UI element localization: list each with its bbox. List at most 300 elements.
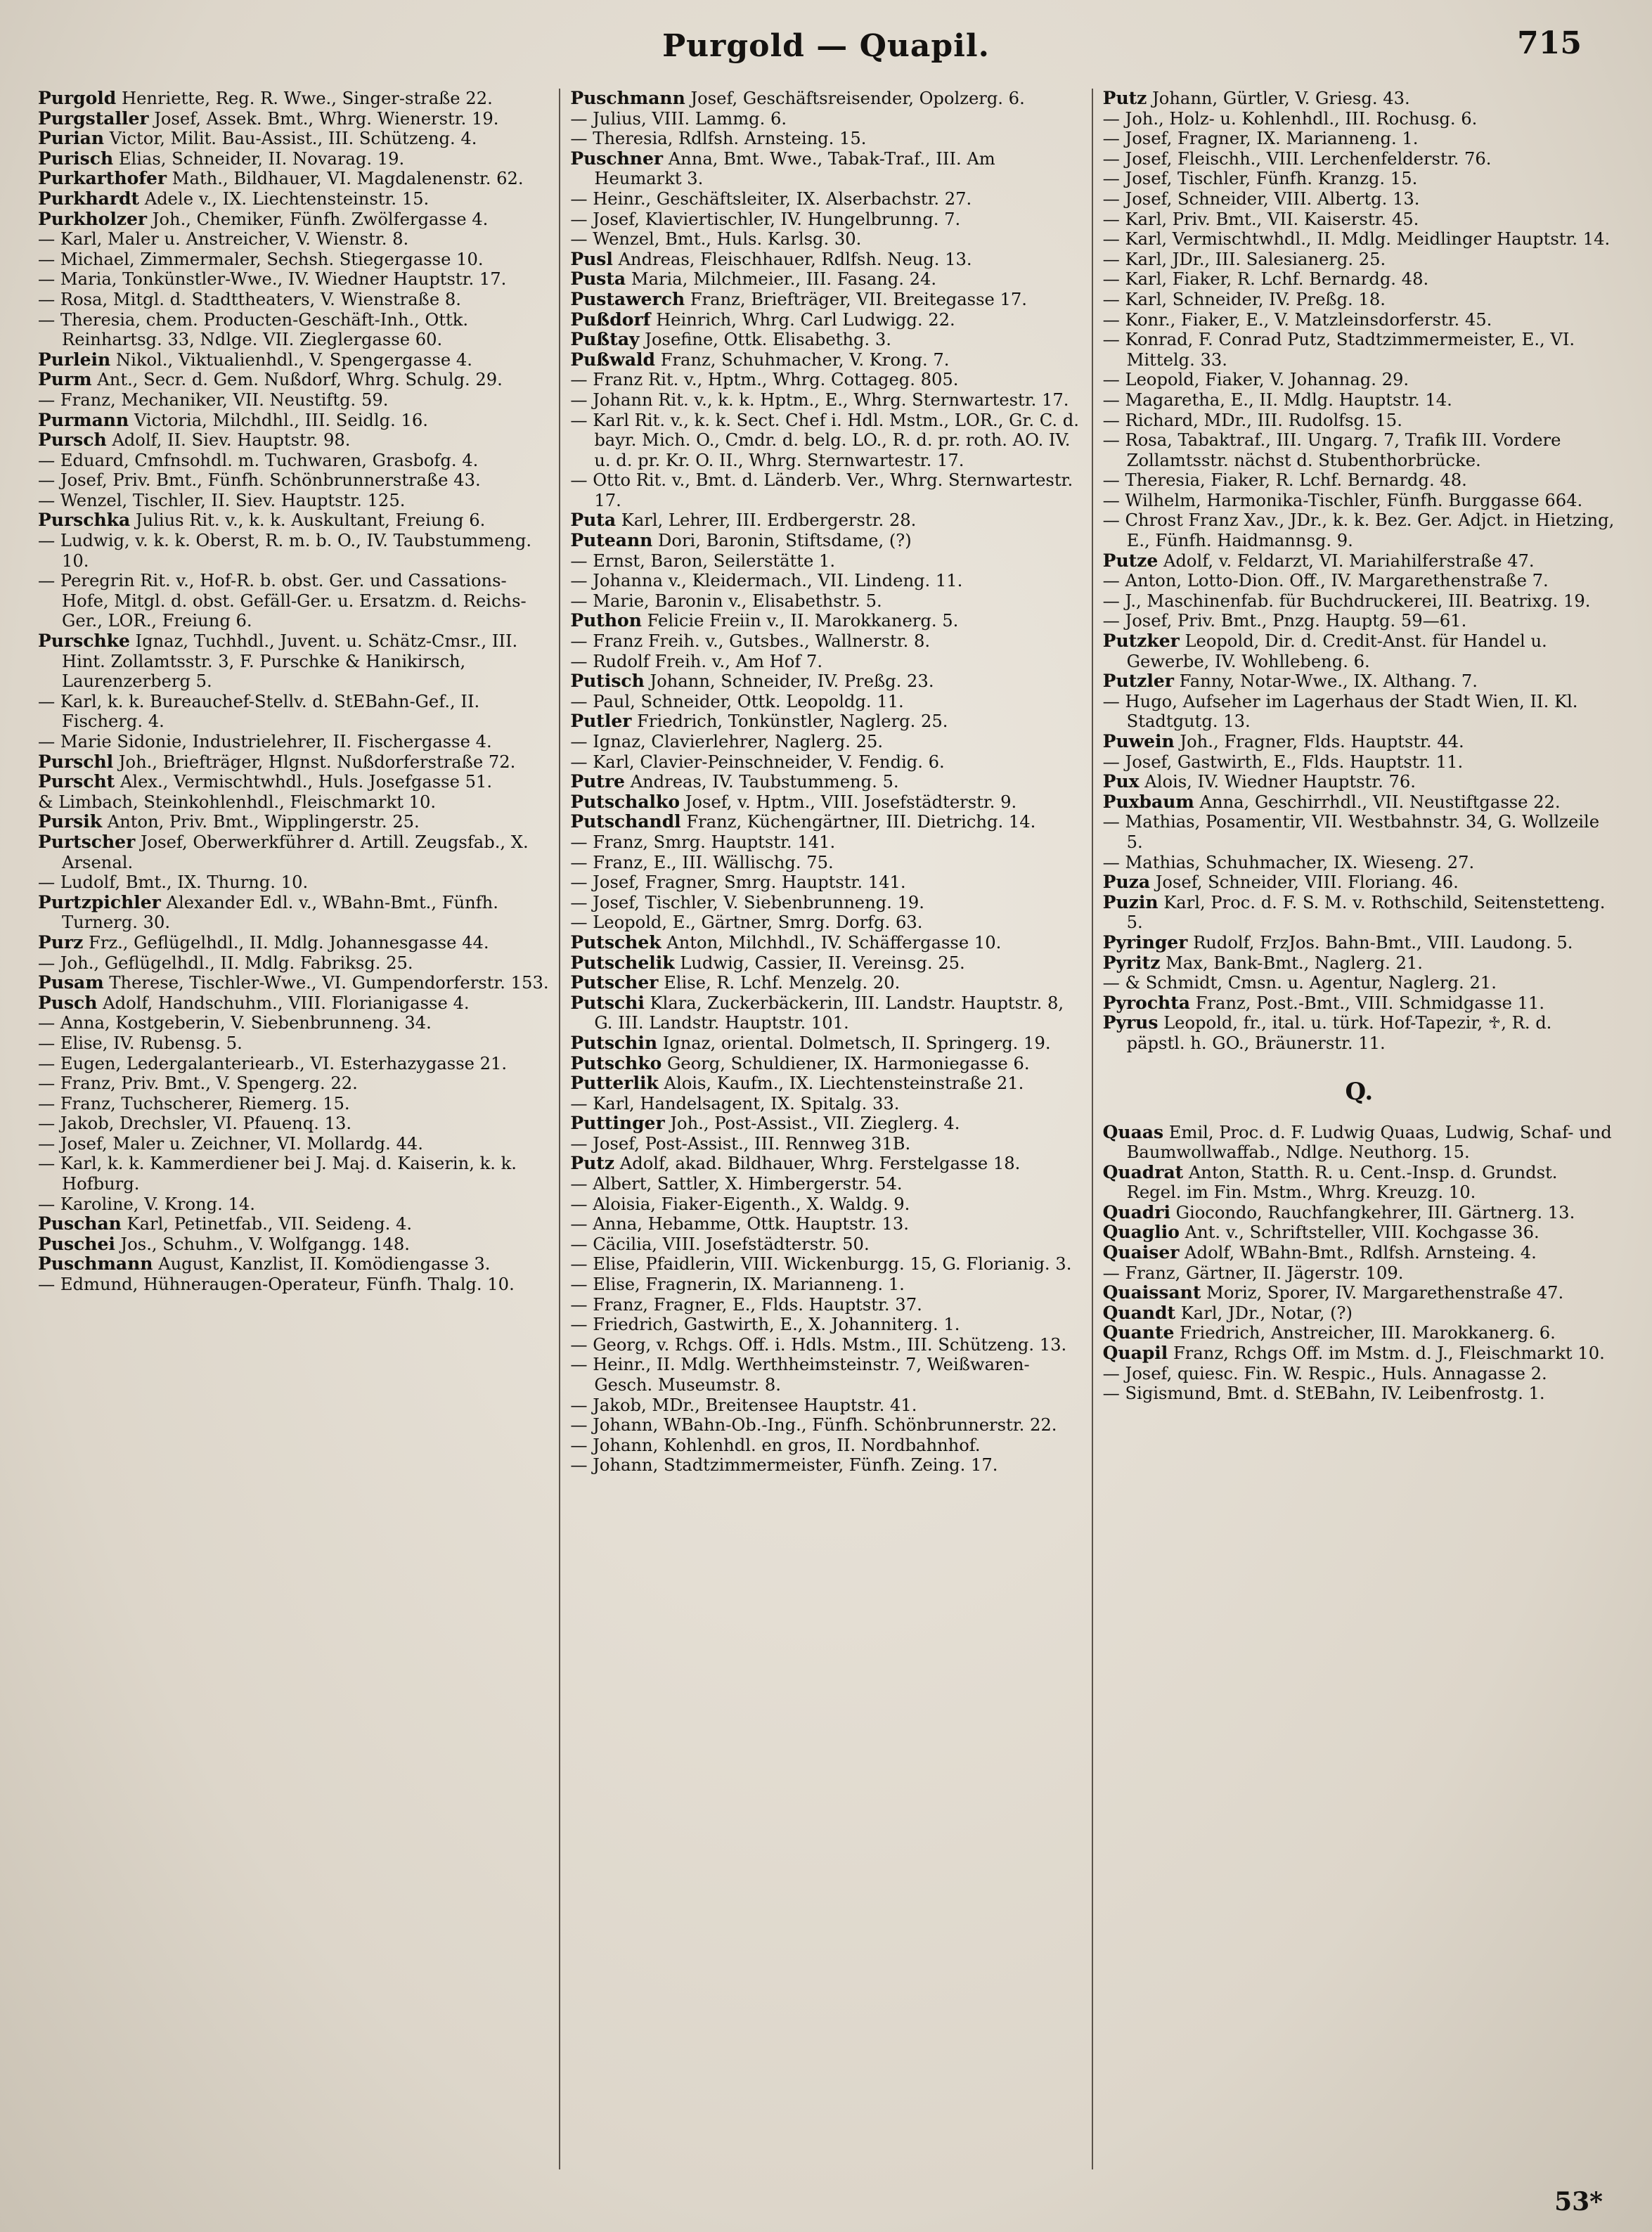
entry-details: — Joh., Geflügelhdl., II. Mdlg. Fabriksg. 25. [38,953,413,973]
entry-surname: Quapil [1102,1343,1168,1364]
directory-entry [38,1214,550,1234]
directory-entry [1103,1343,1615,1364]
entry-details: — Karl, k. k. Kammerdiener bei J. Maj. d. Kaiserin, k. k. Hofburg. [38,1154,517,1194]
entry-details: Ignaz, oriental. Dolmetsch, II. Springerg. 19. [657,1033,1051,1053]
entry-details: — Wenzel, Bmt., Huls. Karlsg. 30. [570,229,862,250]
directory-entry [1103,330,1615,370]
directory-entry [38,310,550,350]
directory-entry [570,350,1083,370]
entry-details: — Ernst, Baron, Seilerstätte 1. [570,550,836,571]
directory-entry [1103,169,1615,189]
entry-details: — Jakob, Drechsler, VI. Pfauenq. 13. [38,1114,352,1134]
directory-entry [1103,411,1615,431]
entry-details: Alex., Vermischtwhdl., Huls. Josefgasse 51. [115,772,493,792]
entry-details: — Wilhelm, Harmonika-Tischler, Fünfh. Burggasse 664. [1102,490,1583,510]
entry-surname: Purz [38,931,84,953]
directory-entry [38,571,550,631]
directory-entry [570,1436,1083,1456]
entry-details: — Josef, Schneider, VIII. Albertg. 13. [1102,188,1420,209]
entry-details: — Joh., Holz- u. Kohlenhdl., III. Rochusg. 6. [1102,108,1478,129]
directory-entry [570,411,1083,471]
entry-details: — Karoline, V. Krong. 14. [38,1194,255,1214]
directory-entry [570,310,1083,330]
directory-entry [570,1033,1083,1054]
entry-details: Franz, Küchengärtner, III. Dietrichg. 14. [680,812,1036,832]
page-number: 715 [1517,25,1582,61]
entry-details: — Albert, Sattler, X. Himbergerstr. 54. [570,1174,903,1194]
directory-entry [570,1275,1083,1295]
entry-surname: Pußdorf [570,309,651,330]
directory-entry [570,1154,1083,1174]
directory-entry [570,89,1083,109]
entry-surname: Purscht [38,771,115,792]
entry-details: Maria, Milchmeier., III. Fasang. 24. [626,269,937,290]
entry-surname: Pußtay [570,329,640,350]
entry-details: Josefine, Ottk. Elisabethg. 3. [639,330,891,350]
entry-details: Moriz, Sporer, IV. Margarethenstraße 47. [1201,1283,1564,1303]
entry-details: — Theresia, Fiaker, R. Lchf. Bernardg. 48. [1102,470,1467,491]
entry-surname: Putz [1102,89,1147,108]
entry-details: — Karl, Fiaker, R. Lchf. Bernardg. 48. [1102,269,1429,290]
columns [28,89,1624,2169]
entry-details: Felicie Freiin v., II. Marokkanerg. 5. [641,611,959,631]
directory-entry [570,1073,1083,1094]
directory-entry [38,491,550,511]
directory-entry [1103,792,1615,813]
entry-surname: Pyrochta [1102,992,1190,1013]
entry-details: Math., Bildhauer, VI. Magdalenenstr. 62. [167,169,524,189]
entry-details: — Rudolf Freih. v., Am Hof 7. [570,651,823,671]
entry-details: Rudolf, FrzJos. Bahn-Bmt., VIII. Laudong. 5. [1187,932,1573,953]
directory-entry [38,470,550,491]
directory-entry [38,1073,550,1094]
directory-entry [570,1455,1083,1476]
entry-surname: Puschei [38,1233,115,1254]
entry-details: Heinrich, Whrg. Carl Ludwigg. 22. [650,309,955,330]
entry-details: — Karl, Handelsagent, IX. Spitalg. 33. [570,1093,900,1114]
directory-entry [1103,269,1615,290]
entry-details: — Konr., Fiaker, E., V. Matzleinsdorferstr. 45. [1102,309,1492,330]
entry-details: — Konrad, F. Conrad Putz, Stadtzimmermeister, E., VI. Mittelg. 33. [1102,330,1575,370]
entry-details: — Josef, Priv. Bmt., Fünfh. Schönbrunnerstraße 43. [38,470,481,491]
directory-entry [1103,1163,1615,1203]
directory-entry [570,752,1083,773]
directory-entry [570,611,1083,631]
entry-details: — Karl, Priv. Bmt., VII. Kaiserstr. 45. [1102,209,1419,229]
section-letter: Q. [1345,1077,1374,1106]
entry-surname: Putterlik [570,1073,659,1094]
directory-entry [1103,1013,1615,1053]
entry-surname: Puschmann [38,1253,153,1275]
directory-entry [1103,1383,1615,1404]
entry-details: — Friedrich, Gastwirth, E., X. Johanniterg. 1. [570,1315,960,1335]
directory-entry [570,1315,1083,1335]
directory-entry [38,269,550,290]
entry-surname: Purisch [38,148,114,169]
entry-details: Leopold, fr., ital. u. türk. Hof-Tapezir, ♱, R. d. päpstl. h. GO., Bräunerstr. 11. [1126,1013,1552,1053]
entry-surname: Puxbaum [1102,791,1194,812]
entry-surname: Putze [1102,550,1159,571]
entry-details: — Johann, Kohlenhdl. en gros, II. Nordbahnhof. [570,1435,981,1455]
entry-surname: Putschek [570,931,662,953]
directory-entry [38,1094,550,1114]
entry-surname: Putzler [1102,671,1174,692]
directory-entry [1103,510,1615,550]
entry-surname: Purschke [38,631,130,652]
entry-details: Nikol., Viktualienhdl., V. Spengergasse 4. [110,349,472,370]
entry-details: — Franz, Gärtner, II. Jägerstr. 109. [1102,1263,1404,1283]
entry-details: Karl, Lehrer, III. Erdbergerstr. 28. [616,510,917,531]
entry-details: Josef, Geschäftsreisender, Opolzerg. 6. [685,89,1025,108]
entry-details: — Mathias, Schuhmacher, IX. Wieseng. 27. [1102,852,1475,872]
directory-entry [570,1234,1083,1255]
directory-entry [570,993,1083,1033]
directory-entry [570,1355,1083,1395]
entry-surname: Pyrus [1102,1012,1159,1033]
entry-surname: Pyritz [1102,952,1161,973]
entry-details: — Richard, MDr., III. Rudolfsg. 15. [1102,410,1402,430]
directory-entry [570,631,1083,652]
directory-entry [38,189,550,209]
entry-details: — Elise, Fragnerin, IX. Marianneng. 1. [570,1275,905,1295]
directory-entry [38,1134,550,1154]
directory-entry [570,591,1083,612]
directory-entry [1103,1263,1615,1284]
directory-entry [38,510,550,531]
entry-details: — Josef, Tischler, V. Siebenbrunneng. 19. [570,892,924,912]
entry-details: — Franz, E., III. Wällischg. 75. [570,852,834,872]
entry-details: — Rosa, Tabaktraf., III. Ungarg. 7, Trafik III. Vordere Zollamtsstr. nächst d. Stubenthorbrücke. [1102,430,1561,470]
directory-entry [570,269,1083,290]
directory-entry [570,149,1083,189]
directory-entry [1103,491,1615,511]
entry-details: — Jakob, MDr., Breitensee Hauptstr. 41. [570,1395,917,1415]
entry-details: Anton, Priv. Bmt., Wipplingerstr. 25. [102,812,420,832]
directory-entry [38,732,550,752]
directory-entry [570,531,1083,551]
entry-details: — Karl, Maler u. Anstreicher, V. Wienstr. 8. [38,229,409,250]
directory-entry [570,973,1083,993]
signature-mark: 53* [1554,2187,1603,2217]
entry-details: Franz, Post.-Bmt., VIII. Schmidgasse 11. [1189,993,1545,1013]
directory-entry [570,1254,1083,1275]
entry-details: August, Kanzlist, II. Komödiengasse 3. [153,1254,491,1275]
entry-details: — Mathias, Posamentir, VII. Westbahnstr. 34, G. Wollzeile 5. [1102,812,1600,852]
directory-entry [1103,149,1615,169]
entry-details: — Josef, Fleischh., VIII. Lerchenfelderstr. 76. [1102,148,1492,169]
directory-entry [570,571,1083,591]
entry-details: — Paul, Schneider, Ottk. Leopoldg. 11. [570,691,904,711]
entry-details: — Marie Sidonie, Industrielehrer, II. Fischergasse 4. [38,732,492,751]
directory-entry [1103,853,1615,873]
entry-details: Anton, Milchhdl., IV. Schäffergasse 10. [661,932,1002,953]
directory-entry [38,250,550,270]
directory-entry [570,250,1083,270]
entry-details: Frz., Geflügelhdl., II. Mdlg. Johannesgasse 44. [83,932,489,953]
directory-entry [1103,250,1615,270]
entry-details: — Josef, Fragner, IX. Marianneng. 1. [1102,129,1419,149]
entry-details: Josef, v. Hptm., VIII. Josefstädterstr. 9. [680,792,1017,812]
entry-details: — Maria, Tonkünstler-Wwe., IV. Wiedner Hauptstr. 17. [38,269,507,290]
directory-entry [570,470,1083,510]
entry-surname: Puttinger [570,1113,665,1134]
entry-details: — Franz Rit. v., Hptm., Whrg. Cottageg. 805. [570,370,959,390]
entry-details: Anna, Geschirrhdl., VII. Neustiftgasse 22. [1194,792,1561,812]
entry-details: — Anna, Kostgeberin, V. Siebenbrunneng. 34. [38,1013,432,1033]
entry-details: — Franz, Mechaniker, VII. Neustiftg. 59. [38,389,389,410]
entry-surname: Purkarthofer [38,168,167,189]
entry-surname: Pustawerch [570,288,685,309]
entry-details: — Sigismund, Bmt. d. StEBahn, IV. Leibenfrostg. 1. [1102,1383,1545,1404]
directory-entry [1103,671,1615,692]
entry-details: Joh., Fragner, Flds. Hauptstr. 44. [1174,732,1464,751]
entry-surname: Purm [38,369,92,390]
entry-details: — Eugen, Ledergalanteriearb., VI. Esterhazygasse 21. [38,1053,508,1073]
entry-details: Adolf, WBahn-Bmt., Rdlfsh. Arnsteing. 4. [1179,1243,1537,1263]
directory-entry [570,912,1083,933]
entry-details: — Josef, Post-Assist., III. Rennweg 31B. [570,1133,911,1154]
entry-details: Joh., Briefträger, Hlgnst. Nußdorferstraße 72. [113,751,516,772]
entry-details: Ant. v., Schriftsteller, VIII. Kochgasse 36. [1179,1223,1540,1243]
directory-entry [38,149,550,169]
entry-details: — Franz, Tuchscherer, Riemerg. 15. [38,1093,350,1114]
entry-details: Dori, Baronin, Stiftsdame, (?) [652,531,912,551]
entry-details: Anton, Statth. R. u. Cent.-Insp. d. Grundst. Regel. im Fin. Mstm., Whrg. Kreuzg. 10. [1126,1162,1558,1203]
entry-surname: Pursik [38,811,103,832]
entry-details: Therese, Tischler-Wwe., VI. Gumpendorferstr. 153. [103,973,549,993]
directory-entry [1103,1123,1615,1163]
entry-surname: Puzin [1102,891,1159,912]
directory-entry [1103,390,1615,411]
entry-details: — Franz Freih. v., Gutsbes., Wallnerstr. 8. [570,631,931,652]
entry-details: — Theresia, Rdlfsh. Arnsteing. 15. [570,129,867,149]
entry-details: Adele v., IX. Liechtensteinstr. 15. [139,188,430,209]
directory-entry [38,772,550,792]
directory-entry [1103,752,1615,773]
entry-details: Max, Bank-Bmt., Naglerg. 21. [1160,953,1423,973]
entry-details: Karl, JDr., Notar, (?) [1175,1303,1353,1323]
directory-entry [38,430,550,451]
directory-entry [38,993,550,1014]
entry-details: Andreas, Fleischhauer, Rdlfsh. Neug. 13. [612,249,972,269]
directory-entry [1103,1223,1615,1243]
entry-details: — Karl, JDr., III. Salesianerg. 25. [1102,249,1386,269]
directory-entry [570,711,1083,732]
directory-entry [1103,692,1615,732]
directory-entry [38,89,550,109]
directory-entry [38,973,550,993]
directory-entry [38,1033,550,1054]
directory-entry [1103,611,1615,631]
directory-entry [38,109,550,129]
entry-details: — Josef, Fragner, Smrg. Hauptstr. 141. [570,872,906,893]
entry-details: — Franz, Fragner, E., Flds. Hauptstr. 37. [570,1294,922,1315]
entry-details: — Peregrin Rit. v., Hof-R. b. obst. Ger. und Cassations-Hofe, Mitgl. d. obst. Gefäll-Ger. u. Ersatzm. d. Reichs-Ger., LOR., Freiung 6. [38,571,527,631]
entry-details: Alexander Edl. v., WBahn-Bmt., Fünfh. Turnerg. 30. [62,892,498,933]
directory-entry [570,933,1083,953]
entry-details: — Josef, Klaviertischler, IV. Hungelbrunng. 7. [570,209,961,229]
entry-details: — Eduard, Cmfnsohdl. m. Tuchwaren, Grasbofg. 4. [38,450,479,470]
directory-entry [570,209,1083,230]
entry-details: Johann, Schneider, IV. Preßg. 23. [644,671,934,692]
entry-details: Josef, Oberwerkführer d. Artill. Zeugsfab., X. Arsenal. [62,832,529,872]
entry-surname: Putz [570,1153,615,1174]
entry-details: — Josef, Gastwirth, E., Flds. Hauptstr. 11. [1102,751,1464,772]
column-1 [28,89,559,2169]
directory-entry [38,933,550,953]
entry-details: — Chrost Franz Xav., JDr., k. k. Bez. Ger. Adjct. in Hietzing, E., Fünfh. Haidmannsg. 9. [1102,510,1615,551]
entry-details: Alois, Kaufm., IX. Liechtensteinstraße 21. [658,1073,1024,1094]
directory-entry [38,832,550,872]
directory-entry [570,732,1083,752]
directory-entry [1103,772,1615,792]
entry-details: Franz, Rchgs Off. im Mstm. d. J., Fleischmarkt 10. [1168,1343,1605,1364]
directory-entry [1103,109,1615,129]
entry-details: Karl, Petinetfab., VII. Seideng. 4. [121,1214,413,1234]
directory-entry [38,1234,550,1255]
running-head: Purgold — Quapil. [662,28,990,64]
entry-details: Friedrich, Anstreicher, III. Marokkanerg. 6. [1174,1323,1556,1343]
directory-entry [1103,310,1615,330]
directory-entry [1103,189,1615,209]
directory-entry [570,1174,1083,1194]
entry-details: Franz, Briefträger, VII. Breitegasse 17. [685,289,1027,309]
entry-surname: Quaas [1102,1121,1164,1142]
directory-entry [1103,631,1615,671]
directory-entry [570,872,1083,893]
directory-entry [570,812,1083,832]
entry-details: — Cäcilia, VIII. Josefstädterstr. 50. [570,1234,870,1254]
directory-entry [570,652,1083,672]
directory-entry [1103,993,1615,1014]
entry-surname: Pusl [570,248,613,269]
directory-entry [570,229,1083,250]
directory-entry [570,1114,1083,1134]
directory-entry [38,209,550,230]
entry-details: — Michael, Zimmermaler, Sechsh. Stiegergasse 10. [38,249,484,269]
entry-details: — Elise, Pfaidlerin, VIII. Wickenburgg. 15, G. Florianig. 3. [570,1254,1072,1275]
directory-entry [1103,1243,1615,1263]
entry-surname: Putschandl [570,811,681,832]
entry-surname: Puschner [570,148,664,169]
entry-surname: Quaissant [1102,1282,1201,1303]
directory-entry [570,1094,1083,1114]
directory-entry [570,1395,1083,1416]
directory-entry [1103,129,1615,149]
entry-surname: Pursch [38,430,107,451]
directory-entry [1103,893,1615,933]
entry-surname: Purian [38,128,105,149]
entry-details: Leopold, Dir. d. Credit-Anst. für Handel u. Gewerbe, IV. Wohllebeng. 6. [1126,631,1547,671]
directory-entry [1103,1303,1615,1324]
directory-entry [38,390,550,411]
directory-entry [1103,290,1615,310]
entry-details: Henriette, Reg. R. Wwe., Singer-straße 22. [116,89,493,108]
directory-entry [570,792,1083,813]
directory-entry [38,129,550,149]
directory-entry [570,953,1083,974]
entry-details: Elias, Schneider, II. Novarag. 19. [113,148,405,169]
page-header [28,21,1624,89]
entry-surname: Putschin [570,1032,657,1053]
directory-entry [570,1214,1083,1234]
entry-details: — Georg, v. Rchgs. Off. i. Hdls. Mstm., III. Schützeng. 13. [570,1334,1067,1355]
directory-entry [38,631,550,692]
entry-details: — Theresia, chem. Producten-Geschäft-Inh., Ottk. Reinhartsg. 33, Ndlge. VII. Zieglergasse 60. [38,309,469,350]
directory-entry [38,1194,550,1215]
entry-details: Emil, Proc. d. F. Ludwig Quaas, Ludwig, Schaf- und Baumwollwaffab., Ndlge. Neuthorg. 15. [1126,1122,1612,1163]
entry-details: & Limbach, Steinkohlenhdl., Fleischmarkt 10. [38,792,437,812]
entry-details: — Karl, Schneider, IV. Preßg. 18. [1102,289,1386,309]
entry-surname: Pusam [38,972,104,993]
entry-details: — Karl, Vermischtwhdl., II. Mdlg. Meidlinger Hauptstr. 14. [1102,229,1611,250]
entry-details: Joh., Chemiker, Fünfh. Zwölfergasse 4. [147,209,489,229]
entry-details: Joh., Post-Assist., VII. Zieglerg. 4. [664,1114,960,1134]
entry-surname: Puschan [38,1213,122,1234]
entry-surname: Putre [570,771,625,792]
entry-details: Victor, Milit. Bau-Assist., III. Schützeng. 4. [104,129,477,149]
directory-entry [1103,229,1615,250]
directory-entry [570,1134,1083,1154]
entry-details: — Josef, Tischler, Fünfh. Kranzg. 15. [1102,169,1418,189]
directory-entry [570,1335,1083,1355]
entry-surname: Pyringer [1102,931,1188,953]
entry-surname: Putschalko [570,791,680,812]
entry-surname: Purgold [38,89,117,108]
entry-details: Alois, IV. Wiedner Hauptstr. 76. [1139,772,1416,792]
directory-entry [38,872,550,893]
directory-entry [1103,591,1615,612]
entry-surname: Purschl [38,751,114,772]
directory-entry [570,129,1083,149]
entry-details: Klara, Zuckerbäckerin, III. Landstr. Hauptstr. 8, G. III. Landstr. Hauptstr. 101. [594,993,1064,1033]
directory-entry [38,1054,550,1074]
entry-surname: Putzker [1102,631,1180,652]
directory-entry [1103,872,1615,893]
directory-entry [1103,209,1615,230]
entry-details: — Johanna v., Kleidermach., VII. Lindeng. 11. [570,571,963,591]
entry-surname: Puthon [570,610,642,631]
entry-details: — Leopold, E., Gärtner, Smrg. Dorfg. 63. [570,912,923,933]
entry-details: — Johann Rit. v., k. k. Hptm., E., Whrg. Sternwartestr. 17. [570,389,1069,410]
entry-surname: Puta [570,510,617,531]
directory-entry [38,229,550,250]
entry-details: — Anna, Hebamme, Ottk. Hauptstr. 13. [570,1214,909,1234]
directory-entry [1103,1203,1615,1223]
entry-details: — Hugo, Aufseher im Lagerhaus der Stadt Wien, II. Kl. Stadtgutg. 13. [1102,691,1578,732]
entry-details: Johann, Gürtler, V. Griesg. 43. [1147,89,1410,108]
entry-details: Elise, R. Lchf. Menzelg. 20. [658,973,901,993]
entry-surname: Putschko [570,1052,662,1073]
directory-entry [1103,812,1615,852]
directory-entry [1103,430,1615,470]
entry-details: — Anton, Lotto-Dion. Off., IV. Margarethenstraße 7. [1102,571,1549,591]
entry-details: Ludwig, Cassier, II. Vereinsg. 25. [674,953,965,973]
entry-details: — J., Maschinenfab. für Buchdruckerei, III. Beatrixg. 19. [1102,591,1591,611]
entry-details: — Edmund, Hühneraugen-Operateur, Fünfh. Thalg. 10. [38,1275,515,1295]
directory-entry [1103,551,1615,572]
directory-entry [570,893,1083,913]
directory-entry [1103,933,1615,953]
directory-entry [38,531,550,571]
entry-surname: Purschka [38,510,131,531]
entry-details: — Franz, Priv. Bmt., V. Spengerg. 22. [38,1073,358,1094]
entry-details: Ignaz, Tuchhdl., Juvent. u. Schätz-Cmsr., III. Hint. Zollamtsstr. 3, F. Purschke & Hanikirsch, Laurenzerberg 5. [62,631,518,692]
entry-surname: Puschmann [570,89,685,108]
entry-surname: Putisch [570,671,645,692]
entry-details: — & Schmidt, Cmsn. u. Agentur, Naglerg. 21. [1102,973,1497,993]
directory-entry [570,390,1083,411]
